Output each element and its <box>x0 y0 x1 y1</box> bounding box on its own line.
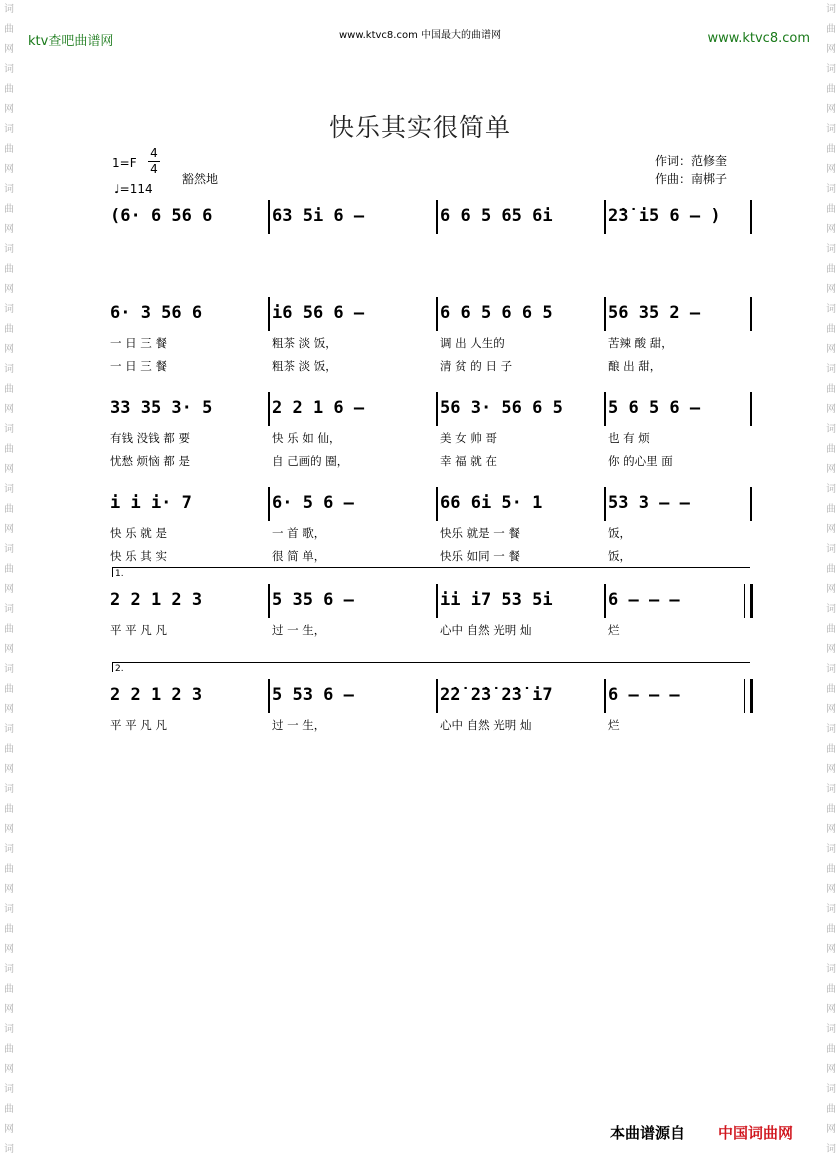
lyricist: 作词：范修奎 <box>655 154 728 168</box>
bar-line <box>604 297 606 331</box>
watermark-char: 网 <box>826 524 836 535</box>
watermark-char: 词 <box>826 724 836 735</box>
watermark-char: 网 <box>4 1124 14 1135</box>
watermark-char: 网 <box>826 404 836 415</box>
measure: 6· 5 6 – <box>272 493 354 513</box>
watermark-char: 网 <box>826 884 836 895</box>
lyric-text: 也 有 烦 <box>608 431 650 445</box>
lyric-text: 快乐 就是 一 餐 <box>440 526 520 540</box>
time-signature <box>148 146 160 177</box>
watermark-char: 曲 <box>826 1044 836 1055</box>
bar-line <box>604 392 606 426</box>
watermark-char: 词 <box>4 604 14 615</box>
measure: i i i· 7 <box>110 493 192 513</box>
measure: 33 35 3· 5 <box>110 398 213 418</box>
lyric-text: 酿 出 甜， <box>608 359 662 373</box>
lyric-text: 很 简 单， <box>272 549 326 563</box>
watermark-char: 词 <box>826 844 836 855</box>
bar-line <box>268 392 270 426</box>
lyric-text: 自 己画的 圈， <box>272 454 349 468</box>
lyric-text: 饭， <box>608 526 631 540</box>
watermark-char: 曲 <box>826 624 836 635</box>
watermark-char: 网 <box>826 104 836 115</box>
watermark-char: 词 <box>826 184 836 195</box>
watermark-char: 曲 <box>4 864 14 875</box>
watermark-char: 网 <box>4 404 14 415</box>
watermark-char: 网 <box>4 1064 14 1075</box>
measure: 6 – – – <box>608 590 680 610</box>
watermark-char: 曲 <box>4 684 14 695</box>
watermark-char: 网 <box>4 824 14 835</box>
watermark-char: 网 <box>826 944 836 955</box>
measure: 2̇3̇ i5 6 – ) <box>608 206 721 226</box>
watermark-char: 曲 <box>4 1104 14 1115</box>
watermark-char: 曲 <box>4 1044 14 1055</box>
watermark-char: 网 <box>4 1004 14 1015</box>
expression-mark: 豁然地 <box>182 172 219 186</box>
watermark-char: 曲 <box>826 444 836 455</box>
watermark-char: 曲 <box>826 84 836 95</box>
bar-line <box>436 200 438 234</box>
lyric-text: 一 首 歌， <box>272 526 326 540</box>
lyric-text: 平 平 凡 凡 <box>110 718 167 732</box>
watermark-char: 曲 <box>826 504 836 515</box>
watermark-char: 词 <box>4 424 14 435</box>
watermark-char: 词 <box>4 664 14 675</box>
watermark-char: 词 <box>826 904 836 915</box>
lyric-text: 心中 自然 光明 灿 <box>440 623 532 637</box>
measure: 6 6 5 6 6 5 <box>440 303 553 323</box>
watermark-char: 网 <box>826 224 836 235</box>
watermark-char: 网 <box>826 824 836 835</box>
watermark-char: 词 <box>4 964 14 975</box>
measure: 56 35 2 – <box>608 303 701 323</box>
volta-number: 1. <box>115 569 124 579</box>
lyric-text: 有钱 没钱 都 要 <box>110 431 190 445</box>
watermark-char: 网 <box>4 224 14 235</box>
volta-bracket-end <box>112 662 113 672</box>
watermark-char: 曲 <box>826 324 836 335</box>
key-signature: 1=F <box>112 156 137 170</box>
bar-line <box>750 392 752 426</box>
measure: 2 2 1 6 – <box>272 398 365 418</box>
lyric-text: 快乐 如同 一 餐 <box>440 549 520 563</box>
lyric-text: 快 乐 如 仙， <box>272 431 341 445</box>
measure: 2 2 1 2 3 <box>110 685 203 705</box>
tempo-mark: ♩=114 <box>114 182 153 196</box>
watermark-char: 曲 <box>826 744 836 755</box>
watermark-char: 曲 <box>826 384 836 395</box>
bar-line <box>268 487 270 521</box>
measure: 5 35 6 – <box>272 590 354 610</box>
watermark-char: 网 <box>826 164 836 175</box>
watermark-char: 词 <box>826 64 836 75</box>
watermark-char: 曲 <box>4 984 14 995</box>
bar-line <box>436 487 438 521</box>
lyric-text: 平 平 凡 凡 <box>110 623 167 637</box>
time-bottom: 4 <box>148 161 160 177</box>
lyric-text: 快 乐 就 是 <box>110 526 167 540</box>
watermark-char: 网 <box>4 344 14 355</box>
watermark-char: 曲 <box>826 804 836 815</box>
bar-line <box>268 297 270 331</box>
watermark-char: 网 <box>826 284 836 295</box>
watermark-char: 曲 <box>4 144 14 155</box>
bar-line <box>604 200 606 234</box>
measure: 6· 3 56 6 <box>110 303 203 323</box>
bar-line <box>436 392 438 426</box>
watermark-char: 词 <box>4 364 14 375</box>
measure: (6· 6 56 6 <box>110 206 213 226</box>
watermark-char: 曲 <box>4 924 14 935</box>
watermark-char: 曲 <box>4 624 14 635</box>
lyric-text: 幸 福 就 在 <box>440 454 497 468</box>
watermark-char: 网 <box>826 1064 836 1075</box>
measure: 6 – – – <box>608 685 680 705</box>
watermark-char: 网 <box>826 464 836 475</box>
measure: 66 6i 5· 1 <box>440 493 543 513</box>
watermark-char: 网 <box>4 164 14 175</box>
bar-line <box>750 297 752 331</box>
watermark-char: 词 <box>4 904 14 915</box>
watermark-char: 词 <box>4 784 14 795</box>
watermark-char: 曲 <box>4 204 14 215</box>
watermark-char: 曲 <box>826 144 836 155</box>
watermark-char: 曲 <box>826 264 836 275</box>
watermark-char: 词 <box>4 724 14 735</box>
lyric-text: 调 出 人生的 <box>440 336 505 350</box>
measure: 5 6 5 6 – <box>608 398 701 418</box>
measure: 2 2 1 2 3 <box>110 590 203 610</box>
watermark-char: 网 <box>4 104 14 115</box>
watermark-char: 词 <box>826 124 836 135</box>
left-watermark <box>0 0 18 1169</box>
watermark-char: 词 <box>4 64 14 75</box>
watermark-char: 网 <box>826 704 836 715</box>
watermark-char: 网 <box>4 44 14 55</box>
watermark-char: 曲 <box>4 504 14 515</box>
bar-line <box>436 679 438 713</box>
lyric-text: 过 一 生， <box>272 718 326 732</box>
site-tagline: www.ktvc8.com 中国最大的曲谱网 <box>338 30 501 41</box>
watermark-char: 曲 <box>4 564 14 575</box>
watermark-char: 词 <box>4 1144 14 1155</box>
lyric-text: 你 的心里 面 <box>608 454 673 468</box>
measure: 2̇2̇ 2̇3̇ 2̇3̇ i7 <box>440 685 553 705</box>
lyric-text: 粗茶 淡 饭， <box>272 336 337 350</box>
watermark-char: 曲 <box>4 84 14 95</box>
bar-line <box>268 679 270 713</box>
lyric-text: 心中 自然 光明 灿 <box>440 718 532 732</box>
lyric-text: 苦辣 酸 甜， <box>608 336 673 350</box>
watermark-char: 网 <box>4 464 14 475</box>
watermark-char: 网 <box>826 1004 836 1015</box>
watermark-char: 词 <box>826 1084 836 1095</box>
watermark-char: 词 <box>826 364 836 375</box>
watermark-char: 曲 <box>826 864 836 875</box>
watermark-char: 词 <box>4 1084 14 1095</box>
watermark-char: 网 <box>4 764 14 775</box>
watermark-char: 网 <box>4 704 14 715</box>
watermark-char: 网 <box>4 584 14 595</box>
watermark-char: 曲 <box>826 24 836 35</box>
lyric-text: 烂 <box>608 718 620 732</box>
lyric-text: 快 乐 其 实 <box>110 549 167 563</box>
watermark-char: 词 <box>826 244 836 255</box>
watermark-char: 词 <box>826 604 836 615</box>
lyric-text: 烂 <box>608 623 620 637</box>
watermark-char: 曲 <box>826 204 836 215</box>
watermark-char: 词 <box>4 244 14 255</box>
bar-line <box>436 297 438 331</box>
site-logo-text[interactable]: ktv查吧曲谱网 <box>28 34 114 49</box>
watermark-char: 网 <box>4 524 14 535</box>
bar-line <box>604 584 606 618</box>
lyric-text: 清 贫 的 日 子 <box>440 359 513 373</box>
bar-line <box>604 487 606 521</box>
watermark-char: 曲 <box>4 324 14 335</box>
double-bar-line <box>744 679 745 713</box>
watermark-char: 词 <box>826 1024 836 1035</box>
volta-bracket <box>112 567 750 568</box>
watermark-char: 网 <box>4 284 14 295</box>
lyric-text: 过 一 生， <box>272 623 326 637</box>
watermark-char: 曲 <box>826 564 836 575</box>
volta-bracket-end <box>112 567 113 577</box>
watermark-char: 词 <box>826 1144 836 1155</box>
watermark-char: 网 <box>826 764 836 775</box>
watermark-char: 曲 <box>4 744 14 755</box>
volta-bracket <box>112 662 750 663</box>
watermark-char: 词 <box>4 124 14 135</box>
watermark-char: 词 <box>4 184 14 195</box>
watermark-char: 词 <box>826 4 836 15</box>
measure: 63 5i 6 – <box>272 206 365 226</box>
lyric-text: 一 日 三 餐 <box>110 336 167 350</box>
watermark-char: 曲 <box>4 804 14 815</box>
lyric-text: 饭， <box>608 549 631 563</box>
lyric-text: 一 日 三 餐 <box>110 359 167 373</box>
composer: 作曲：南梆子 <box>655 172 728 186</box>
measure: ii i7 53 5i <box>440 590 553 610</box>
lyric-text: 美 女 帅 哥 <box>440 431 497 445</box>
watermark-char: 网 <box>826 644 836 655</box>
footer-site-name[interactable]: 中国词曲网 <box>718 1124 794 1142</box>
measure: 56 3· 56 6 5 <box>440 398 563 418</box>
watermark-char: 曲 <box>826 984 836 995</box>
watermark-char: 词 <box>4 484 14 495</box>
watermark-char: 曲 <box>4 264 14 275</box>
measure: 5 53 6 – <box>272 685 354 705</box>
bar-line <box>750 200 752 234</box>
watermark-char: 曲 <box>826 684 836 695</box>
bar-line <box>268 584 270 618</box>
bar-line <box>436 584 438 618</box>
time-top: 4 <box>150 146 158 160</box>
bar-line <box>268 200 270 234</box>
watermark-char: 网 <box>826 584 836 595</box>
watermark-char: 网 <box>826 1124 836 1135</box>
watermark-char: 网 <box>4 644 14 655</box>
bar-line <box>750 584 753 618</box>
watermark-char: 网 <box>4 884 14 895</box>
watermark-char: 词 <box>826 544 836 555</box>
lyric-text: 粗茶 淡 饭， <box>272 359 337 373</box>
watermark-char: 词 <box>4 844 14 855</box>
measure: 53 3 – – <box>608 493 690 513</box>
watermark-char: 网 <box>826 344 836 355</box>
watermark-char: 曲 <box>826 924 836 935</box>
watermark-char: 曲 <box>4 24 14 35</box>
right-watermark <box>822 0 840 1169</box>
watermark-char: 词 <box>826 484 836 495</box>
watermark-char: 曲 <box>4 444 14 455</box>
volta-number: 2. <box>115 664 124 674</box>
bar-line <box>604 679 606 713</box>
watermark-char: 词 <box>4 304 14 315</box>
watermark-char: 词 <box>826 304 836 315</box>
credits <box>655 152 727 188</box>
measure: 6 6 5 65 6i <box>440 206 553 226</box>
watermark-char: 词 <box>826 784 836 795</box>
watermark-char: 词 <box>826 424 836 435</box>
watermark-char: 曲 <box>826 1104 836 1115</box>
watermark-char: 词 <box>4 1024 14 1035</box>
bar-line <box>750 487 752 521</box>
site-url[interactable]: www.ktvc8.com <box>707 31 810 46</box>
watermark-char: 词 <box>4 544 14 555</box>
watermark-char: 词 <box>826 664 836 675</box>
bar-line <box>750 679 753 713</box>
watermark-char: 词 <box>826 964 836 975</box>
watermark-char: 网 <box>4 944 14 955</box>
lyric-text: 忧愁 烦恼 都 是 <box>110 454 190 468</box>
footer-source-label: 本曲谱源自 <box>610 1124 686 1142</box>
watermark-char: 词 <box>4 4 14 15</box>
song-title: 快乐其实很简单 <box>328 113 511 142</box>
measure: i6 56 6 – <box>272 303 365 323</box>
watermark-char: 网 <box>826 44 836 55</box>
watermark-char: 曲 <box>4 384 14 395</box>
double-bar-line <box>744 584 745 618</box>
